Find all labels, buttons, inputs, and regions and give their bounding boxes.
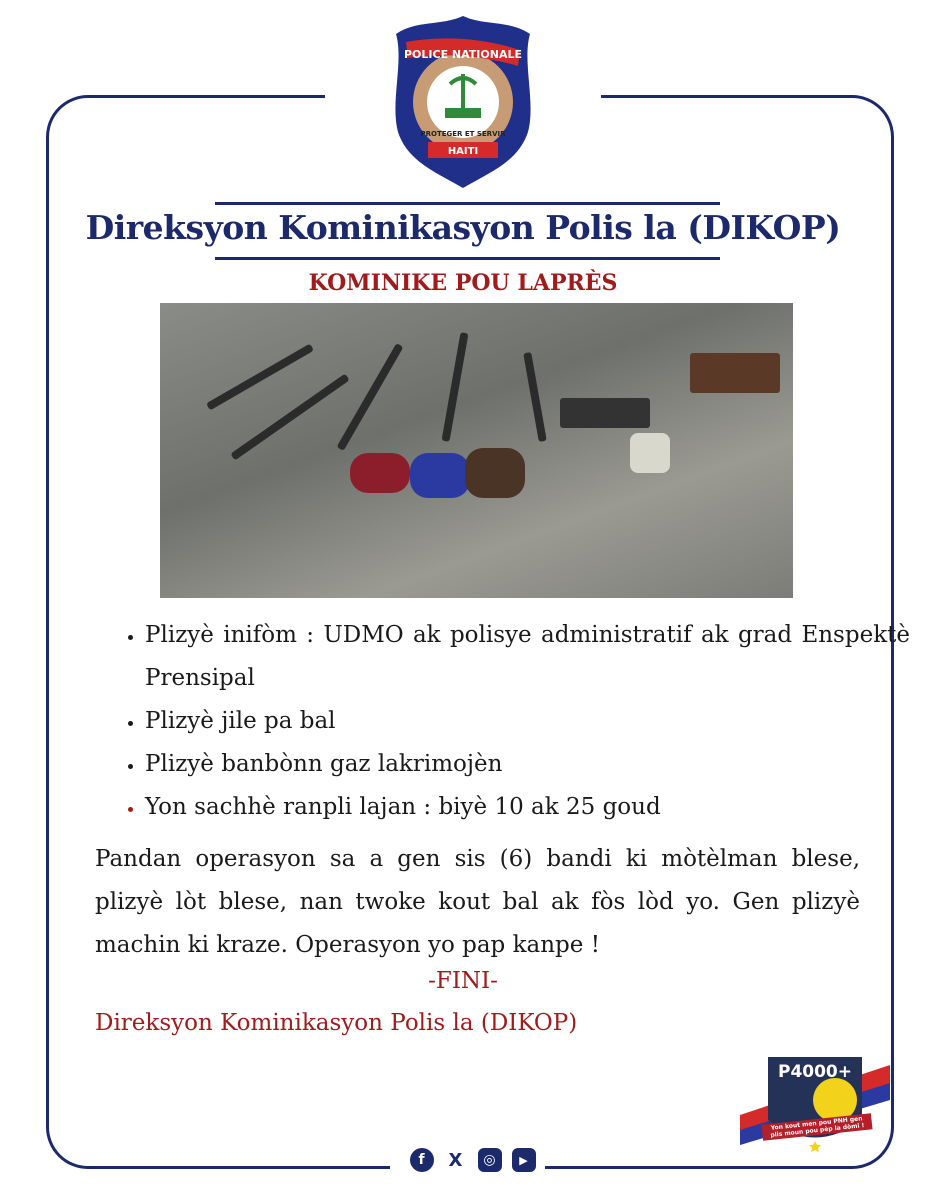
x-icon[interactable]: X (448, 1149, 463, 1171)
p4000-title: P4000+ (777, 1062, 853, 1082)
badge-ring-text: PROTEGER ET SERVIR (420, 130, 506, 138)
youtube-icon[interactable]: ▶ (512, 1148, 536, 1172)
page-subtitle: KOMINIKE POU LAPRÈS (308, 270, 618, 296)
badge-top-text: POLICE NATIONALE (404, 48, 522, 61)
social-links (400, 1148, 545, 1172)
fini-label: -FINI- (428, 968, 498, 994)
title-rule-bottom (215, 257, 720, 260)
page-title: Direksyon Kominikasyon Polis la (DIKOP) (85, 208, 841, 247)
list-item: • Plizyè inifòm : UDMO ak polisye administratif ak grad Enspektè Prensipal (145, 614, 910, 700)
list-item: • Yon sachhè ranpli lajan : biyè 10 ak 25 goud (145, 786, 910, 829)
facebook-icon[interactable]: f (410, 1148, 434, 1172)
signature: Direksyon Kominikasyon Polis la (DIKOP) (95, 1010, 578, 1036)
badge-bottom-text: HAITI (447, 146, 479, 157)
p4000-logo (740, 1045, 890, 1155)
title-rule-top (215, 202, 720, 205)
p4000-slogan: Yon kout men pou PNH gen plis moun pou pèp la dòmi ! (761, 1113, 872, 1140)
seized-items-photo (160, 303, 793, 598)
police-badge-logo (390, 12, 536, 190)
instagram-icon[interactable]: ◎ (478, 1148, 502, 1172)
seized-items-list (95, 614, 910, 829)
list-item: • Plizyè banbònn gaz lakrimojèn (145, 743, 910, 786)
operation-summary: Pandan operasyon sa a gen sis (6) bandi ki mòtèlman blese, plizyè lòt blese, nan twoke kout bal ak fòs lòd yo. Gen plizyè machin ki kraze. Operasyon yo pap kanpe ! (95, 846, 860, 958)
list-item: • Plizyè jile pa bal (145, 700, 910, 743)
